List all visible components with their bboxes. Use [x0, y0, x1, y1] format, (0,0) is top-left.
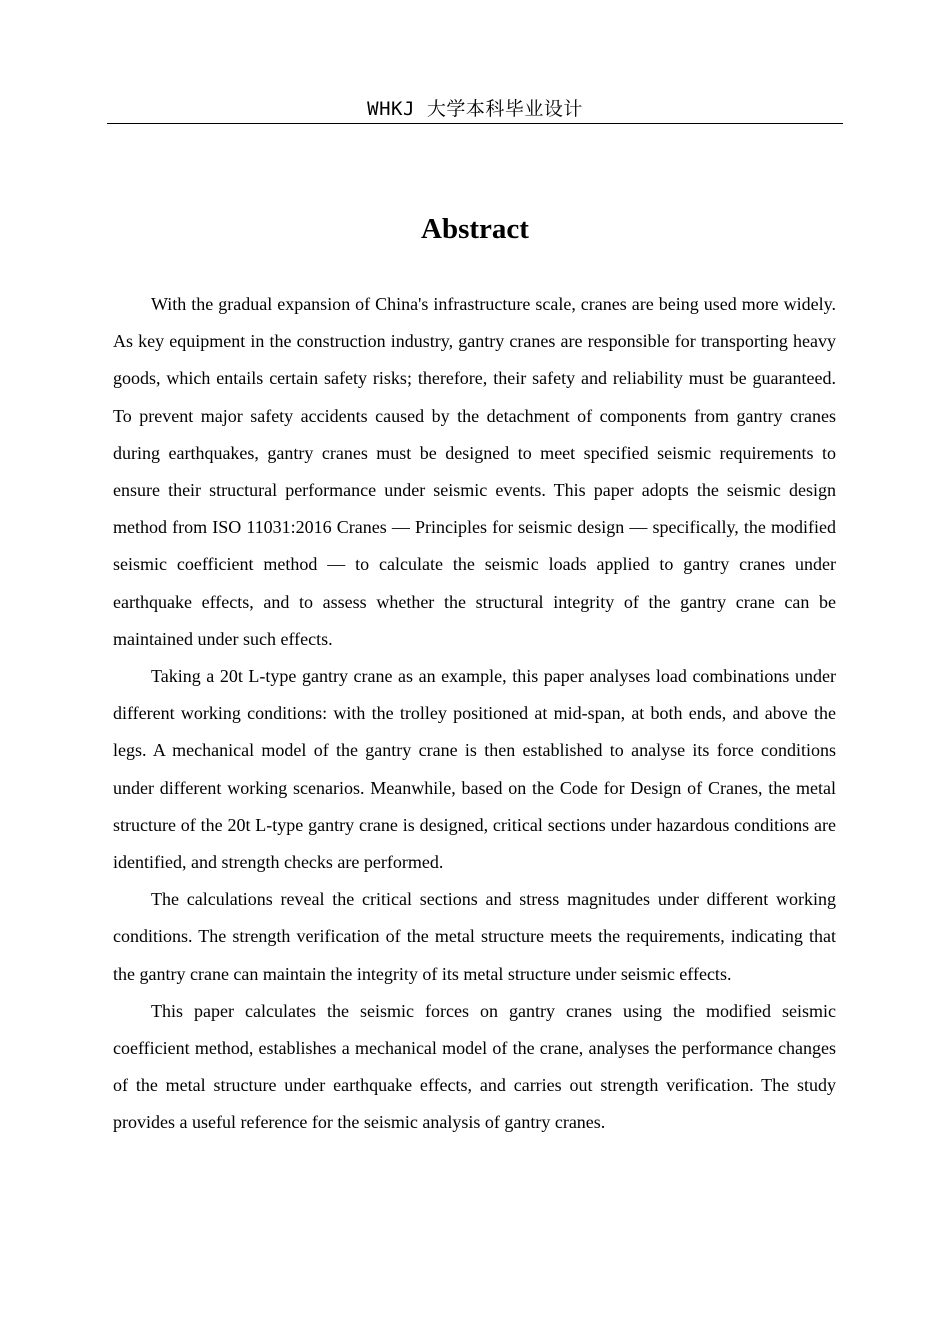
abstract-body — [113, 286, 836, 1142]
abstract-paragraph-2: Taking a 20t L-type gantry crane as an example, this paper analyses load combinations under different working conditions: with the trolley positioned at mid-span, at both ends, and above the legs. A mechanical model of the gantry crane is then established to analyse its force conditions under different working scenarios. Meanwhile, based on the Code for Design of Cranes, the metal structure of the 20t L-type gantry crane is designed, critical sections under hazardous conditions are identified, and strength checks are performed. — [113, 666, 836, 873]
abstract-title: Abstract — [421, 213, 529, 245]
abstract-paragraph-1: With the gradual expansion of China's infrastructure scale, cranes are being used more widely. As key equipment in the construction industry, gantry cranes are responsible for transporting heavy goods, which entails certain safety risks; therefore, their safety and reliability must be guaranteed. To prevent major safety accidents caused by the detachment of components from gantry cranes during earthquakes, gantry cranes must be designed to meet specified seismic requirements to ensure their structural performance under seismic events. This paper adopts the seismic design method from ISO 11031:2016 Cranes — Principles for seismic design — specifically, the modified seismic coefficient method — to calculate the seismic loads applied to gantry cranes under earthquake effects, and to assess whether the structural integrity of the gantry crane can be maintained under such effects. — [113, 294, 836, 649]
running-header: WHKJ 大学本科毕业设计 — [107, 96, 843, 124]
abstract-paragraph-3: The calculations reveal the critical sections and stress magnitudes under different working conditions. The strength verification of the metal structure meets the requirements, indicating that the gantry crane can maintain the integrity of its metal structure under seismic effects. — [113, 889, 836, 984]
abstract-paragraph-4: This paper calculates the seismic forces on gantry cranes using the modified seismic coefficient method, establishes a mechanical model of the crane, analyses the performance changes of the metal structure under earthquake effects, and carries out strength verification. The study provides a useful reference for the seismic analysis of gantry cranes. — [113, 1000, 836, 1133]
